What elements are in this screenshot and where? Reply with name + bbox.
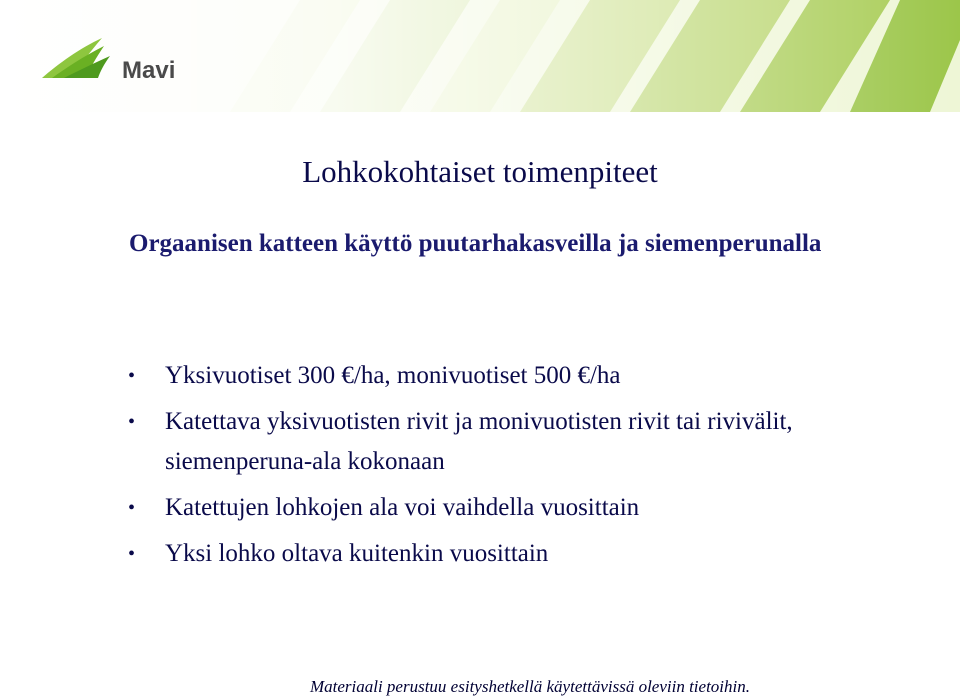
bullet-text: Yksi lohko oltava kuitenkin vuosittain (165, 540, 549, 567)
bullet-text: Yksivuotiset 300 €/ha, monivuotiset 500 €/ha (165, 362, 621, 389)
bullet-list (128, 356, 868, 580)
mavi-logo (40, 34, 200, 86)
svg-text:Mavi: Mavi (122, 57, 176, 84)
bullet-text: Katettava yksivuotisten rivit ja monivuotisten rivit tai rivivälit, siemenperuna-ala kokonaan (165, 408, 793, 475)
bullet-icon: • (128, 365, 136, 387)
bullet-text: Katettujen lohkojen ala voi vaihdella vuosittain (165, 494, 640, 521)
bullet-item (128, 488, 868, 528)
bullet-item (128, 534, 868, 574)
bullet-item (128, 402, 868, 482)
bullet-icon: • (128, 411, 136, 433)
footer (0, 676, 960, 697)
leaf-logo-icon (40, 34, 200, 86)
slide-subtitle: Orgaanisen katteen käyttö puutarhakasveilla ja siemenperunalla (129, 230, 822, 257)
bullet-icon: • (128, 497, 136, 519)
bullet-icon: • (128, 543, 136, 565)
footer-disclaimer: Materiaali perustuu esityshetkellä käytettävissä oleviin tietoihin. (309, 677, 750, 696)
slide-title: Lohkokohtaiset toimenpiteet (302, 154, 658, 189)
bullet-item (128, 356, 868, 396)
